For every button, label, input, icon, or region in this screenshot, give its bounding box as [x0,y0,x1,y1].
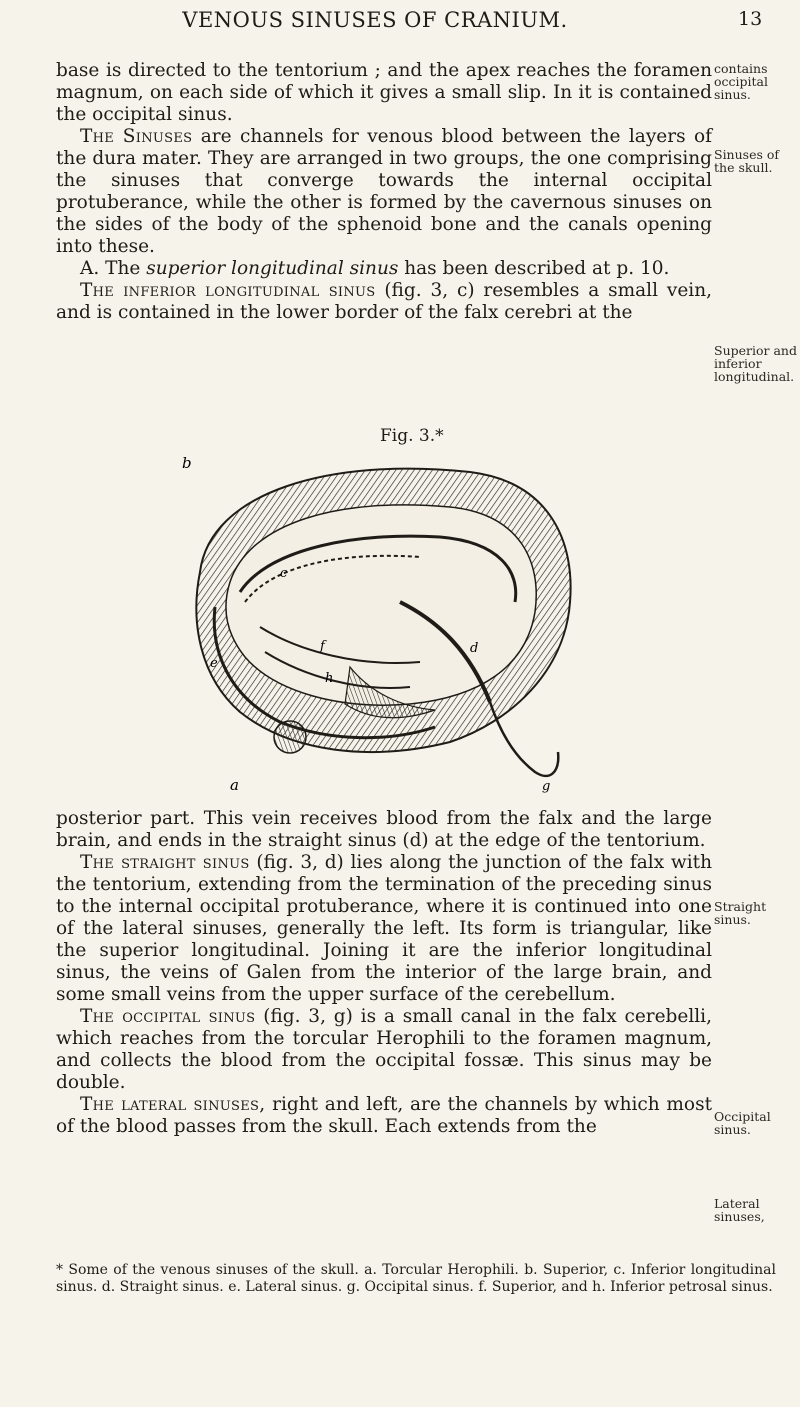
paragraph-a-suffix: has been described at p. 10. [398,258,670,279]
footnote [56,1262,776,1296]
term-sinuses: The Sinuses [80,126,193,147]
term-occipital-sinus: The occipital sinus [80,1006,256,1027]
figure-label-a: a [230,776,239,794]
figure-label-e: e [210,656,218,671]
figure-label-c: c [280,566,288,581]
page-number: 13 [738,8,763,30]
paragraph-sinuses-text: are channels for venous blood between the layers of the dura mater. They are arranged in two groups, the one comprising the sinuses that converge towards the internal occipital protuberance, while the other is formed by the cavernous sinuses on the sides of the body of the sphenoid bone and the canals opening into these. [56,126,712,257]
paragraph-a-prefix: A. The [80,258,147,279]
figure-label-g: g [542,779,551,794]
term-straight-sinus: The straight sinus [80,852,250,873]
paragraph-vein-receives: posterior part. This vein receives blood from the falx and the large brain, and ends in the straight sinus (d) at the edge of the tentorium. [56,808,712,851]
term-inferior-longitudinal: The inferior longitudinal sinus [80,280,376,301]
paragraph-lateral-sinuses [56,1094,712,1138]
text-block-top [56,60,712,324]
figure-label-d: d [470,641,479,656]
paragraph-occipital-text: (fig. 3, g) is a small canal in the falx cerebelli, which reaches from the torcular Herophili to the foramen magnum, and collects the blood from the occipital fossæ. This sinus may be double. [56,1006,712,1093]
paragraph-straight-sinus [56,852,712,1006]
running-header [0,8,800,44]
figure-label-b: b [182,454,192,472]
cranial-cavity [226,505,536,705]
margin-note-lateral: Lateral sinuses, [714,1196,765,1224]
paragraph-inferior-longitudinal [56,280,712,324]
text-block-bottom [56,808,712,1138]
paragraph-superior-longitudinal [56,258,712,280]
margin-note-occipital: contains occipital sinus. [714,61,768,102]
margin-note-sinuses: Sinuses of the skull. [714,147,780,175]
figure-venous-sinuses [170,452,590,797]
figure-label-h: h [325,671,334,686]
paragraph-foramen: base is directed to the tentorium ; and the apex reaches the foramen magnum, on each side of which it gives a small slip. In it is contained the occipital sinus. [56,60,712,125]
figure-caption: Fig. 3.* [380,426,444,446]
paragraph-inferior-text: (fig. 3, c) resembles a small vein, and is contained in the lower border of the falx cerebri at the [56,280,712,323]
term-lateral-sinuses: The lateral sinuses, [80,1094,266,1115]
term-superior-longitudinal: superior longitudinal sinus [146,258,399,279]
margin-note-longitudinal: Superior and inferior longitudinal. [714,343,797,384]
footnote-text: * Some of the venous sinuses of the skull. a. Torcular Herophili. b. Superior, c. Inferior longitudinal sinus. d. Straight sinus. e. Lateral sinus. g. Occipital sinus. f. Superior, and h. Inferior petrosal sinus. [56,1262,776,1295]
paragraph-sinuses [56,126,712,258]
torcular-herophili [274,721,306,753]
sinus-engraving [170,452,590,797]
paragraph-occipital-sinus [56,1006,712,1094]
margin-note-straight: Straight sinus. [714,899,767,927]
figure-label-f: f [320,639,325,654]
paragraph-straight-text: (fig. 3, d) lies along the junction of the falx with the tentorium, extending from the termination of the preceding sinus to the internal occipital protuberance, where it is continued into one of the lateral sinuses, generally the left. Its form is triangular, like the superior longitudinal. Joining it are the inferior longitudinal sinus, the veins of Galen from the interior of the large brain, and some small veins from the upper surface of the cerebellum. [56,852,712,1005]
running-title: VENOUS SINUSES OF CRANIUM. [182,8,568,32]
margin-note-occipital-sinus: Occipital sinus. [714,1109,771,1137]
paragraph-lateral-text: right and left, are the channels by which most of the blood passes from the skull. Each extends from the [56,1094,712,1137]
